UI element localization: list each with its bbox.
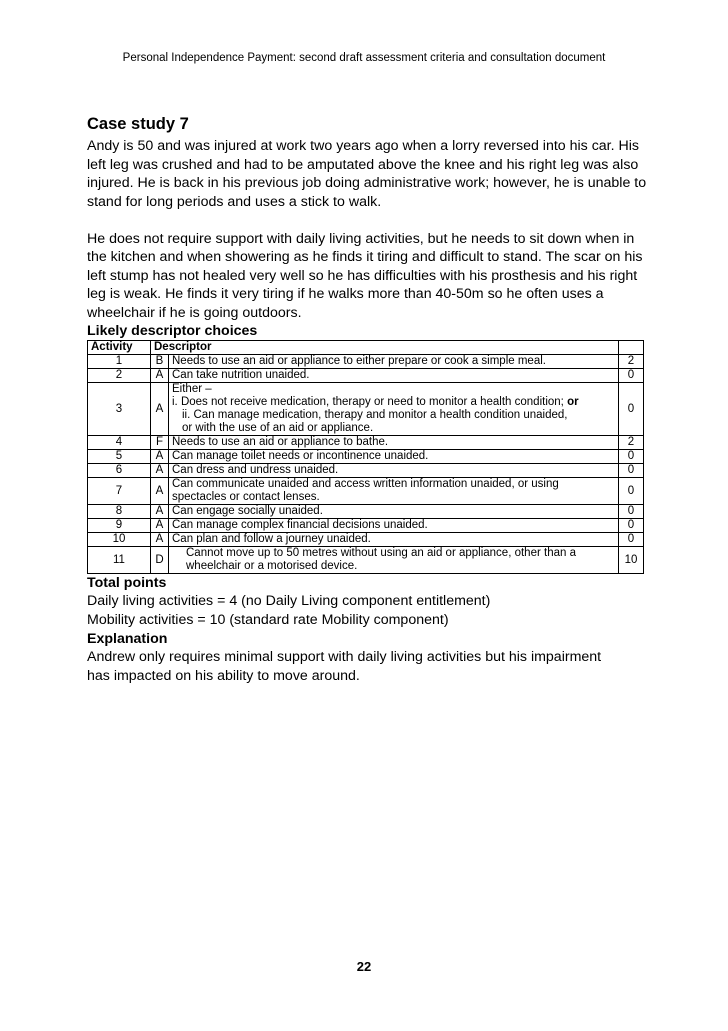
descriptor-option-i — [172, 396, 615, 409]
page-number: 22 — [356, 959, 372, 974]
table-row — [88, 533, 644, 547]
activity-number: 1 — [88, 355, 151, 369]
descriptor-option-ii-cont: or with the use of an aid or appliance. — [182, 422, 374, 434]
descriptor-option-ii: ii. Can manage medication, therapy and monitor a health condition unaided, — [182, 409, 568, 421]
descriptor-letter: F — [151, 436, 169, 450]
explanation-line-2: has impacted on his ability to move around. — [87, 668, 360, 684]
descriptor-table — [87, 340, 644, 574]
descriptor-letter: A — [151, 464, 169, 478]
descriptor-letter: A — [151, 450, 169, 464]
running-header: Personal Independence Payment: second draft assessment criteria and consultation document — [122, 52, 606, 64]
descriptor-heading: Likely descriptor choices — [87, 323, 258, 339]
total-points-heading: Total points — [87, 575, 167, 591]
descriptor-line-1: Can communicate unaided and access written information unaided, or using — [172, 478, 559, 490]
activity-number: 8 — [88, 505, 151, 519]
descriptor-points: 0 — [619, 369, 644, 383]
mobility-total: Mobility activities = 10 (standard rate Mobility component) — [87, 612, 449, 628]
descriptor-letter: A — [151, 383, 169, 436]
descriptor-text — [169, 478, 619, 505]
table-row — [88, 450, 644, 464]
descriptor-line-1: Cannot move up to 50 metres without using an aid or appliance, other than a — [186, 547, 576, 559]
descriptor-text: Can dress and undress unaided. — [169, 464, 619, 478]
descriptor-letter: A — [151, 505, 169, 519]
descriptor-points: 0 — [619, 505, 644, 519]
table-row — [88, 436, 644, 450]
descriptor-letter: A — [151, 519, 169, 533]
explanation-heading: Explanation — [87, 631, 168, 647]
table-row — [88, 383, 644, 436]
table-row — [88, 355, 644, 369]
descriptor-points: 0 — [619, 478, 644, 505]
descriptor-text: Can plan and follow a journey unaided. — [169, 533, 619, 547]
descriptor-either: Either – — [172, 383, 212, 395]
table-row — [88, 464, 644, 478]
case-study-title: Case study 7 — [87, 115, 189, 133]
descriptor-text — [169, 547, 619, 574]
descriptor-points: 0 — [619, 533, 644, 547]
descriptor-text — [169, 383, 619, 436]
descriptor-points: 2 — [619, 355, 644, 369]
option-i-text: i. Does not receive medication, therapy or need to monitor a health condition; — [172, 396, 568, 408]
activity-number: 9 — [88, 519, 151, 533]
total-points-lines — [87, 592, 647, 630]
descriptor-points: 2 — [619, 436, 644, 450]
descriptor-letter: D — [151, 547, 169, 574]
descriptor-letter: A — [151, 533, 169, 547]
descriptor-text: Needs to use an aid or appliance to either prepare or cook a simple meal. — [169, 355, 619, 369]
explanation-line-1: Andrew only requires minimal support with daily living activities but his impairment — [87, 649, 602, 665]
activity-number: 6 — [88, 464, 151, 478]
daily-living-total: Daily living activities = 4 (no Daily Living component entitlement) — [87, 593, 491, 609]
descriptor-text: Can engage socially unaided. — [169, 505, 619, 519]
case-paragraph-2: He does not require support with daily living activities, but he needs to sit down when in the kitchen and when showering as he finds it tiring and difficult to stand. The scar on his left stump has not healed very well so he has difficulties with his prosthesis and his right leg is weak. He finds it very tiring if he walks more than 40-50m so he often uses a wheelchair if he is going outdoors. — [87, 230, 643, 321]
activity-number: 10 — [88, 533, 151, 547]
descriptor-points: 0 — [619, 383, 644, 436]
table-row — [88, 369, 644, 383]
activity-number: 11 — [88, 547, 151, 574]
descriptor-points: 0 — [619, 464, 644, 478]
descriptor-text: Can take nutrition unaided. — [169, 369, 619, 383]
table-header-row — [88, 341, 644, 355]
descriptor-points: 10 — [619, 547, 644, 574]
descriptor-column-header: Descriptor — [151, 341, 619, 355]
activity-number: 7 — [88, 478, 151, 505]
descriptor-points: 0 — [619, 519, 644, 533]
descriptor-line-2: wheelchair or a motorised device. — [186, 560, 358, 572]
activity-number: 2 — [88, 369, 151, 383]
case-paragraph-1: Andy is 50 and was injured at work two years ago when a lorry reversed into his car. His left leg was crushed and had to be amputated above the knee and his right leg was also injured. He is back in his previous job doing administrative work; however, he is unable to stand for long periods and uses a stick to walk. — [87, 138, 647, 210]
descriptor-text: Needs to use an aid or appliance to bathe. — [169, 436, 619, 450]
descriptor-letter: A — [151, 369, 169, 383]
table-row — [88, 519, 644, 533]
descriptor-line-2: spectacles or contact lenses. — [172, 491, 320, 503]
table-row — [88, 505, 644, 519]
descriptor-letter: A — [151, 478, 169, 505]
activity-column-header: Activity — [88, 341, 151, 355]
descriptor-text: Can manage complex financial decisions unaided. — [169, 519, 619, 533]
points-column-header — [619, 341, 644, 355]
table-row — [88, 547, 644, 574]
table-row — [88, 478, 644, 505]
activity-number: 5 — [88, 450, 151, 464]
descriptor-text: Can manage toilet needs or incontinence unaided. — [169, 450, 619, 464]
descriptor-letter: B — [151, 355, 169, 369]
explanation-lines — [87, 648, 647, 686]
case-study-content — [87, 113, 647, 686]
activity-number: 3 — [88, 383, 151, 436]
activity-number: 4 — [88, 436, 151, 450]
descriptor-points: 0 — [619, 450, 644, 464]
option-or: or — [567, 396, 579, 408]
